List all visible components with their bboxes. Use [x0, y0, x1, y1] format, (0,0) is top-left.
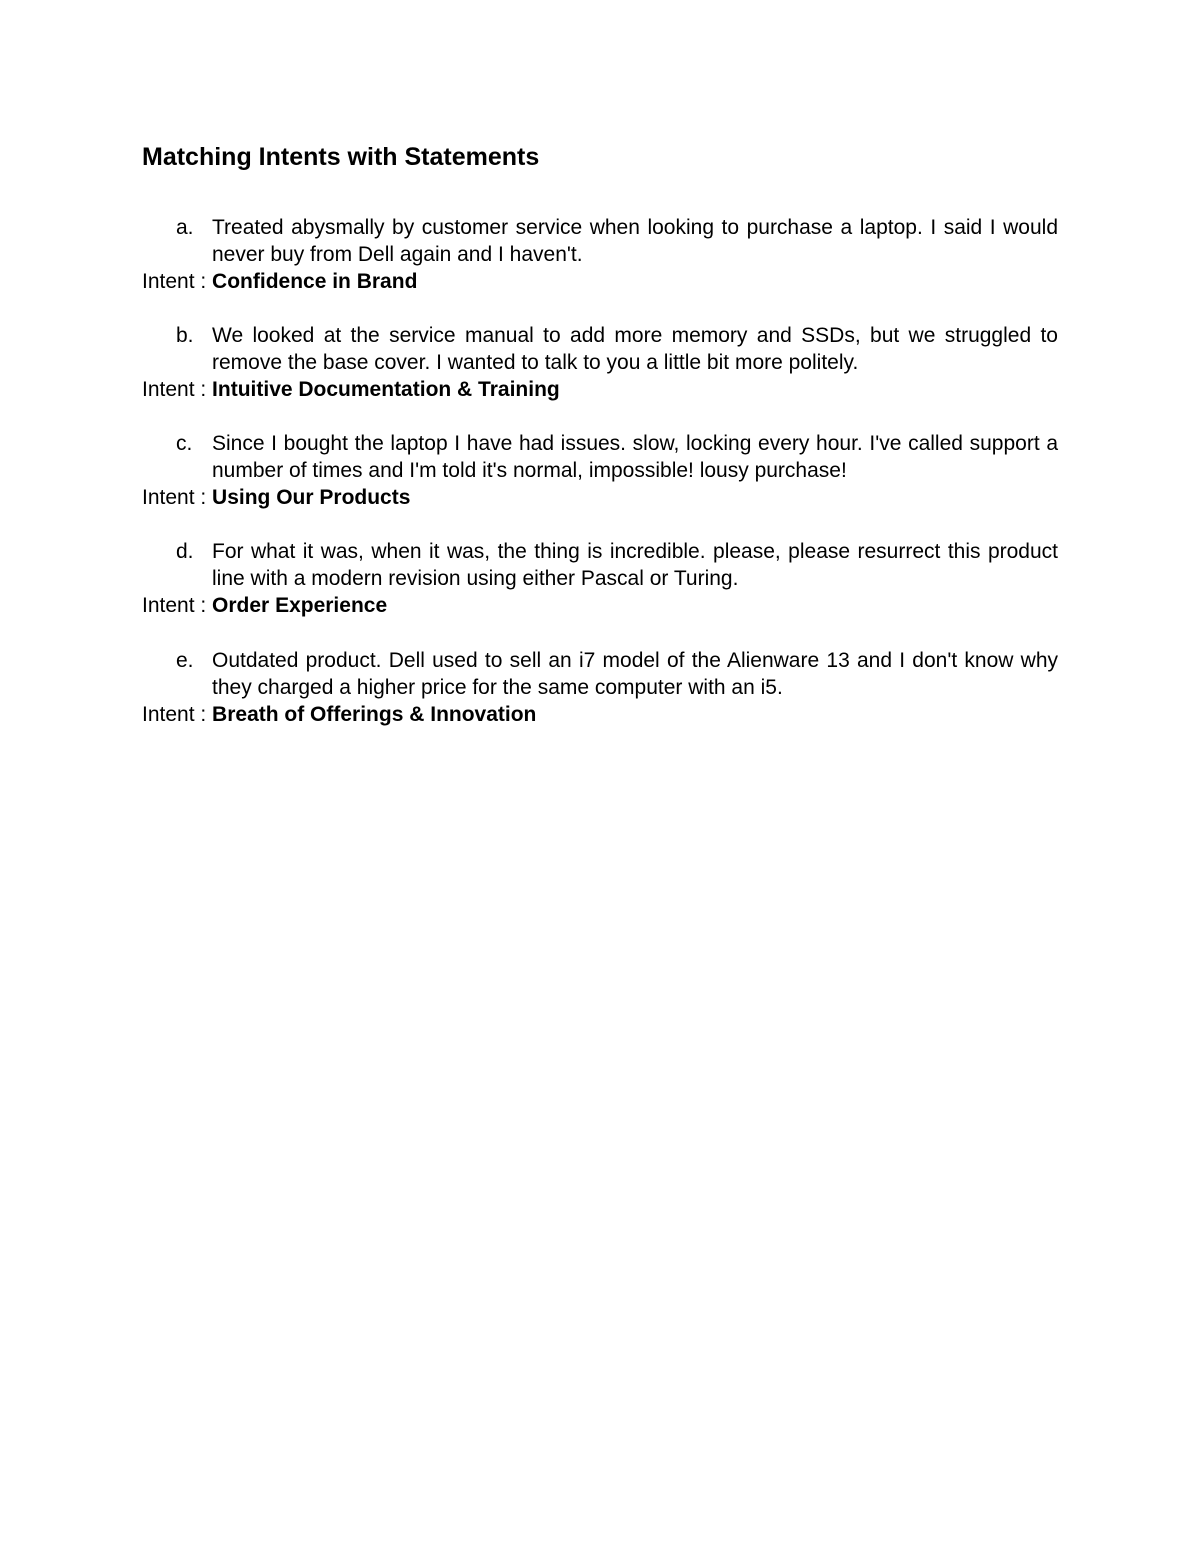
- list-item-b: [142, 322, 1058, 403]
- intent-value-e: Breath of Offerings & Innovation: [212, 703, 537, 726]
- list-item-a: [142, 214, 1058, 295]
- intent-label-c: Intent :: [142, 486, 213, 509]
- intent-label-d: Intent :: [142, 594, 213, 617]
- intent-line-e: [142, 701, 1058, 728]
- statement-e: [142, 647, 1058, 701]
- intent-label-e: Intent :: [142, 703, 213, 726]
- statement-text-d: For what it was, when it was, the thing is incredible. please, please resurrect this product line with a modern revision using either Pascal or Turing.: [212, 540, 1058, 590]
- intent-line-a: [142, 268, 1058, 295]
- statement-text-a: Treated abysmally by customer service when looking to purchase a laptop. I said I would never buy from Dell again and I haven't.: [212, 216, 1058, 266]
- list-marker-a: a.: [176, 216, 194, 239]
- intent-label-b: Intent :: [142, 378, 213, 401]
- statement-b: [142, 322, 1058, 376]
- statement-c: [142, 430, 1058, 484]
- intent-value-c: Using Our Products: [212, 486, 411, 509]
- list-marker-b: b.: [176, 324, 194, 347]
- list-marker-d: d.: [176, 540, 194, 563]
- intent-value-a: Confidence in Brand: [212, 270, 418, 293]
- statement-text-e: Outdated product. Dell used to sell an i7 model of the Alienware 13 and I don't know why they charged a higher price for the same computer with an i5.: [212, 649, 1058, 699]
- intent-line-c: [142, 484, 1058, 511]
- intent-line-b: [142, 376, 1058, 403]
- statement-a: [142, 214, 1058, 268]
- list-marker-e: e.: [176, 649, 194, 672]
- list-marker-c: c.: [176, 432, 193, 455]
- intent-value-b: Intuitive Documentation & Training: [212, 378, 560, 401]
- document-title: Matching Intents with Statements: [142, 143, 540, 171]
- intent-value-d: Order Experience: [212, 594, 388, 617]
- list-item-c: [142, 430, 1058, 511]
- statement-d: [142, 538, 1058, 592]
- statement-text-c: Since I bought the laptop I have had issues. slow, locking every hour. I've called support a number of times and I'm told it's normal, impossible! lousy purchase!: [212, 432, 1058, 482]
- statement-text-b: We looked at the service manual to add more memory and SSDs, but we struggled to remove the base cover. I wanted to talk to you a little bit more politely.: [212, 324, 1058, 374]
- list-item-e: [142, 647, 1058, 728]
- intent-line-d: [142, 592, 1058, 619]
- intent-label-a: Intent :: [142, 270, 213, 293]
- list-item-d: [142, 538, 1058, 619]
